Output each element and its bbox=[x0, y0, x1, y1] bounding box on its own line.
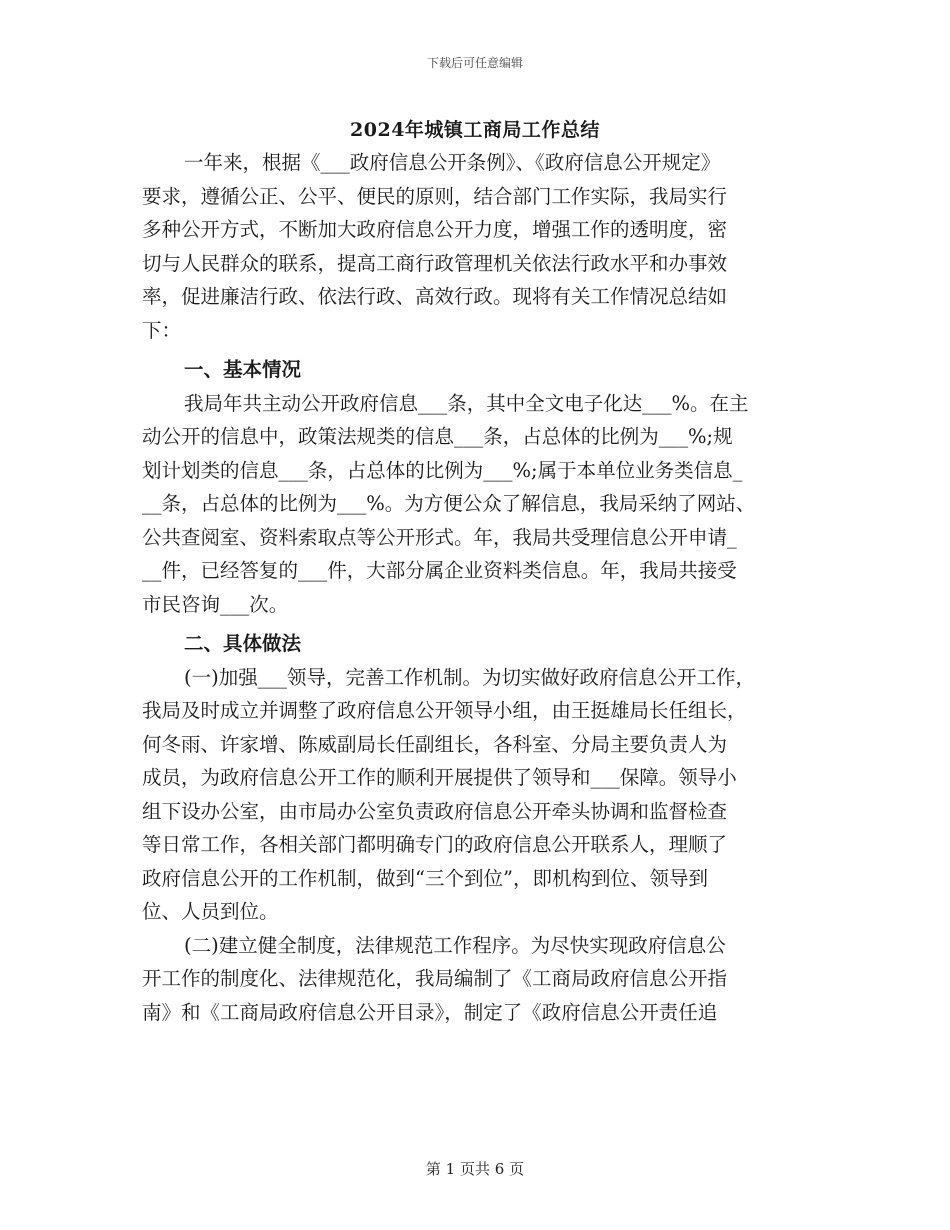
text-line: (二)建立健全制度，法律规范工作程序。为尽快实现政府信息公 bbox=[184, 933, 726, 957]
page-footer: 第 1 页共 6 页 bbox=[425, 1160, 525, 1178]
section-heading bbox=[142, 353, 810, 387]
paragraph bbox=[142, 661, 810, 929]
text-line: 我局年共主动公开政府信息___条，其中全文电子化达___%。在主 bbox=[184, 391, 749, 415]
text-line: 市民咨询___次。 bbox=[142, 592, 289, 616]
text-line: 切与人民群众的联系，提高工商行政管理机关依法行政水平和办事效 bbox=[142, 251, 728, 275]
text-line: 多种公开方式，不断加大政府信息公开力度，增强工作的透明度，密 bbox=[142, 218, 728, 241]
page-header: 下载后可任意编辑 bbox=[426, 56, 523, 70]
document-body bbox=[142, 146, 810, 1029]
paragraph bbox=[142, 929, 810, 1030]
text-line: 一、基本情况 bbox=[184, 358, 302, 381]
text-line: 二、具体做法 bbox=[184, 632, 302, 655]
text-line: 开工作的制度化、法律规范化，我局编制了《工商局政府信息公开指 bbox=[142, 967, 728, 990]
text-line: 率，促进廉洁行政、依法行政、高效行政。现将有关工作情况总结如 bbox=[142, 285, 728, 308]
text-line: __条，占总体的比例为___%。为方便公众了解信息，我局采纳了网站、 bbox=[142, 492, 756, 515]
section-heading bbox=[142, 627, 810, 661]
text-line: 划计划类的信息___条，占总体的比例为___%;属于本单位业务类信息_ bbox=[142, 458, 743, 482]
text-line: 公共查阅室、资料索取点等公开形式。年，我局共受理信息公开申请_ bbox=[142, 525, 737, 549]
paragraph bbox=[142, 387, 810, 622]
text-line: 下： bbox=[142, 318, 182, 342]
text-line: 位、人员到位。 bbox=[142, 900, 279, 923]
text-line: 组下设办公室，由市局办公室负责政府信息公开牵头协调和监督检查 bbox=[142, 799, 728, 823]
text-line: 何冬雨、许家增、陈威副局长任副组长，各科室、分局主要负责人为 bbox=[142, 732, 728, 756]
text-line: 等日常工作，各相关部门都明确专门的政府信息公开联系人，理顺了 bbox=[142, 833, 728, 856]
text-line: (一)加强___领导，完善工作机制。为切实做好政府信息公开工作， bbox=[184, 665, 755, 689]
text-line: 动公开的信息中，政策法规类的信息___条，占总体的比例为___%;规 bbox=[142, 425, 733, 448]
text-line: 政府信息公开的工作机制，做到“三个到位”，即机构到位、领导到 bbox=[142, 866, 708, 890]
text-line: 一年来，根据《___政府信息公开条例》、《政府信息公开规定》 bbox=[184, 151, 721, 174]
text-line: 要求，遵循公正、公平、便民的原则，结合部门工作实际，我局实行 bbox=[142, 184, 728, 208]
document-title: 2024年城镇工商局工作总结 bbox=[350, 119, 600, 141]
text-line: 南》和《工商局政府信息公开目录》，制定了《政府信息公开责任追 bbox=[142, 1000, 718, 1024]
text-line: 我局及时成立并调整了政府信息公开领导小组，由王挺雄局长任组长， bbox=[142, 699, 747, 722]
paragraph bbox=[142, 146, 810, 347]
text-line: 成员，为政府信息公开工作的顺利开展提供了领导和___保障。领导小 bbox=[142, 766, 737, 789]
text-line: __件，已经答复的___件，大部分属企业资料类信息。年，我局共接受 bbox=[142, 559, 737, 582]
